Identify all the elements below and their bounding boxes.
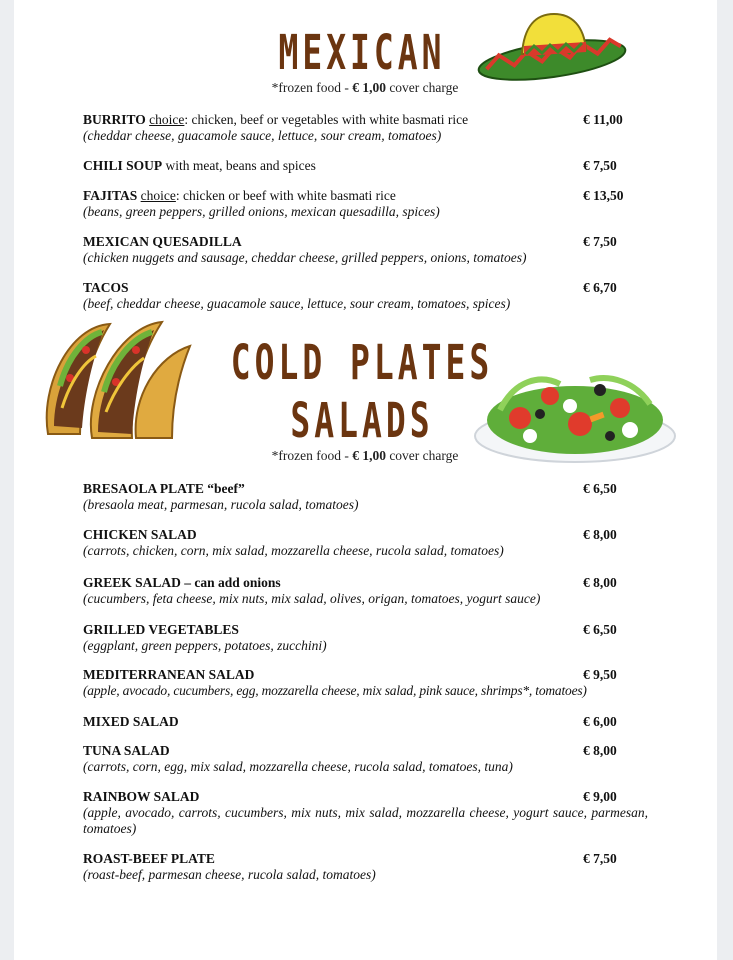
menu-item-rainbow-salad <box>83 789 648 837</box>
item-name: TUNA SALAD <box>83 743 170 758</box>
item-description: (bresaola meat, parmesan, rucola salad, tomatoes) <box>83 497 359 512</box>
item-description: (beef, cheddar cheese, guacamole sauce, lettuce, sour cream, tomatoes, spices) <box>83 296 511 311</box>
item-price: € 9,50 <box>583 667 617 682</box>
item-description: (apple, avocado, cucumbers, egg, mozzarella cheese, mix salad, pink sauce, shrimps*, tomatoes) <box>83 683 587 698</box>
cold-plates-title: COLD PLATES <box>230 334 494 391</box>
item-price: € 6,50 <box>583 622 617 637</box>
item-detail: : chicken, beef or vegetables with white basmati rice <box>184 112 469 127</box>
item-description: (carrots, chicken, corn, mix salad, mozzarella cheese, rucola salad, tomatoes) <box>83 543 504 558</box>
item-choice: choice <box>149 112 185 127</box>
item-detail: with meat, beans and spices <box>162 158 316 173</box>
item-price: € 7,50 <box>583 851 617 866</box>
item-name: GREEK SALAD – can add onions <box>83 575 281 590</box>
item-price: € 8,00 <box>583 575 617 590</box>
item-description: (chicken nuggets and sausage, cheddar cheese, grilled peppers, onions, tomatoes) <box>83 250 527 265</box>
item-price: € 7,50 <box>583 234 617 249</box>
menu-item-chili-soup <box>83 158 633 174</box>
menu-item-mixed-salad <box>83 714 633 730</box>
item-name: MEDITERRANEAN SALAD <box>83 667 255 682</box>
item-name: TACOS <box>83 280 129 295</box>
item-price: € 6,70 <box>583 280 617 295</box>
item-name: RAINBOW SALAD <box>83 789 200 804</box>
menu-item-greek-salad <box>83 575 633 607</box>
item-name: MIXED SALAD <box>83 714 179 729</box>
menu-item-bresaola-plate <box>83 481 633 513</box>
menu-item-roast-beef-plate <box>83 851 633 883</box>
item-name: ROAST-BEEF PLATE <box>83 851 215 866</box>
item-description: (roast-beef, parmesan cheese, rucola salad, tomatoes) <box>83 867 376 882</box>
item-description: (apple, avocado, carrots, cucumbers, mix nuts, mix salad, mozzarella cheese, yogurt sauce, parmesan, tomatoes) <box>83 805 648 836</box>
tacos-illustration <box>40 316 195 441</box>
item-name: GRILLED VEGETABLES <box>83 622 239 637</box>
menu-item-tacos <box>83 280 633 312</box>
item-description: (cucumbers, feta cheese, mix nuts, mix salad, olives, origan, tomatoes, yogurt sauce) <box>83 591 541 606</box>
salad-illustration <box>470 350 680 470</box>
menu-item-tuna-salad <box>83 743 633 775</box>
menu-item-burrito <box>83 112 633 144</box>
item-name: BRESAOLA PLATE “beef” <box>83 481 245 496</box>
menu-item-chicken-salad <box>83 527 633 559</box>
item-price: € 13,50 <box>583 188 624 203</box>
item-choice: choice <box>140 188 176 203</box>
item-name: CHILI SOUP <box>83 158 163 173</box>
item-price: € 7,50 <box>583 158 617 173</box>
item-name: FAJITAS <box>83 188 138 203</box>
item-description: (beans, green peppers, grilled onions, mexican quesadilla, spices) <box>83 204 440 219</box>
item-detail: : chicken or beef with white basmati rice <box>175 188 396 203</box>
menu-item-grilled-vegetables <box>83 622 633 654</box>
item-description: (carrots, corn, egg, mix salad, mozzarella cheese, rucola salad, tomatoes, tuna) <box>83 759 513 774</box>
mexican-cover-note: *frozen food - € 1,00 cover charge <box>271 80 459 95</box>
item-name: MEXICAN QUESADILLA <box>83 234 242 249</box>
item-price: € 8,00 <box>583 743 617 758</box>
item-name: BURRITO <box>83 112 146 127</box>
item-price: € 8,00 <box>583 527 617 542</box>
menu-item-mexican-quesadilla <box>83 234 633 266</box>
salads-title: SALADS <box>290 392 434 449</box>
item-price: € 9,00 <box>583 789 617 804</box>
menu-item-mediterranean-salad <box>83 667 643 699</box>
mexican-title: MEXICAN <box>278 24 446 81</box>
item-price: € 11,00 <box>583 112 623 127</box>
item-price: € 6,00 <box>583 714 617 729</box>
cold-cover-note: *frozen food - € 1,00 cover charge <box>271 448 459 463</box>
item-description: (eggplant, green peppers, potatoes, zucchini) <box>83 638 327 653</box>
sombrero-illustration <box>474 8 630 84</box>
item-price: € 6,50 <box>583 481 617 496</box>
item-name: CHICKEN SALAD <box>83 527 197 542</box>
item-description: (cheddar cheese, guacamole sauce, lettuce, sour cream, tomatoes) <box>83 128 442 143</box>
menu-item-fajitas <box>83 188 633 220</box>
